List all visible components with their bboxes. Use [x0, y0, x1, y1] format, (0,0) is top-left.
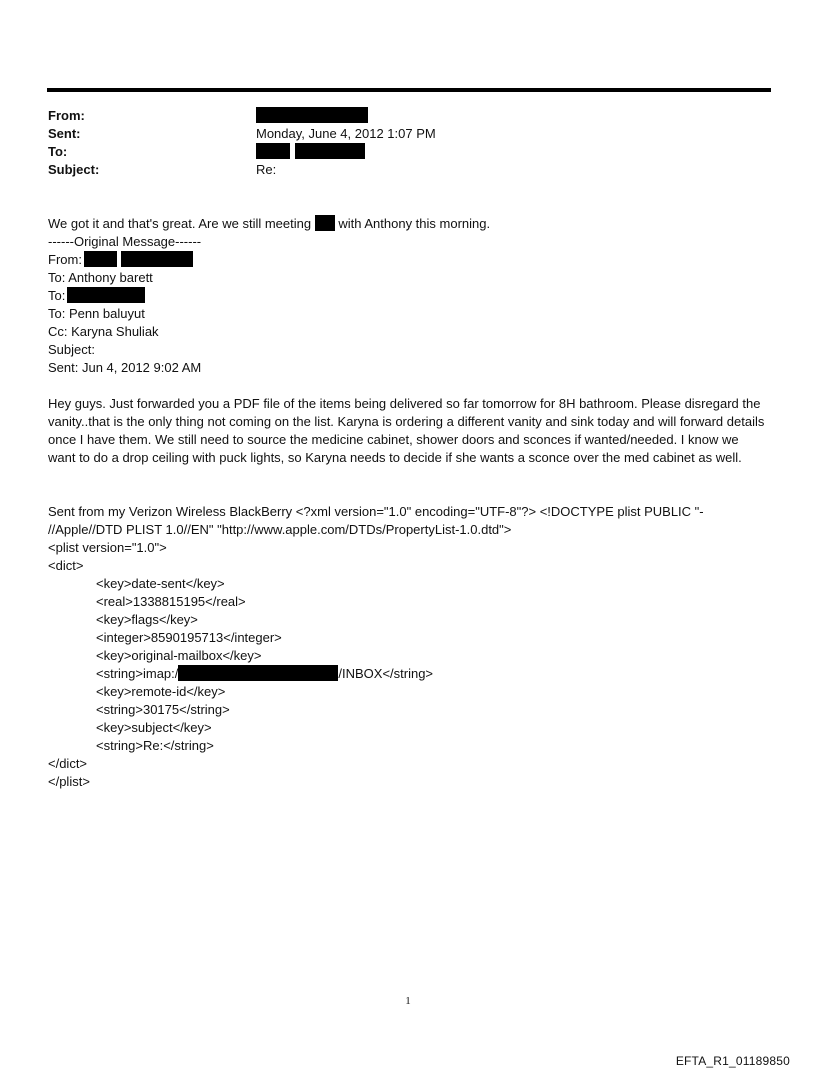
imap-prefix: <string>imap:/ [96, 666, 179, 681]
plist-value-real: <real>1338815195</real> [96, 594, 246, 609]
to-label: To: [48, 144, 68, 159]
plist-value-mailbox [96, 665, 433, 683]
redaction-box [84, 251, 117, 267]
redaction-box [256, 143, 290, 159]
dict-close: </dict> [48, 756, 88, 771]
plist-key-remote-id: <key>remote-id</key> [96, 684, 226, 699]
bates-number: EFTA_R1_01189850 [675, 1054, 790, 1068]
plist-key-mailbox: <key>original-mailbox</key> [96, 648, 262, 663]
message-paragraph: Hey guys. Just forwarded you a PDF file of the items being delivered so far tomorrow for 8H bathroom. Please disregard the vanity..that is the only thing not coming on the list. Karyna is ordering a different vanity and sink today and will forward details once I have them. We still need to source the medicine cabinet, shower doors and sconces if wanted/needed. I know we want to do a drop ceiling with puck lights, so Karyna needs to decide if she wants a sconce over the med cabinet as well. [48, 396, 765, 465]
plist-value-subject: <string>Re:</string> [96, 738, 214, 753]
orig-to-line-1: To: Anthony barett [48, 270, 153, 285]
original-message-marker: ------Original Message------ [48, 234, 202, 249]
signature-line-1: Sent from my Verizon Wireless BlackBerry <?xml version="1.0" encoding="UTF-8"?> <!DOCTYPE plist PUBLIC "- [48, 504, 704, 519]
orig-to-label: To: [48, 288, 66, 303]
plist-value-integer: <integer>8590195713</integer> [96, 630, 282, 645]
redaction-box [315, 215, 335, 231]
orig-from-label: From: [48, 252, 82, 267]
reply-line [48, 215, 490, 233]
plist-value-remote-id: <string>30175</string> [96, 702, 230, 717]
orig-to-line-2 [48, 287, 145, 305]
signature-line-2: //Apple//DTD PLIST 1.0//EN" "http://www.apple.com/DTDs/PropertyList-1.0.dtd"> [48, 522, 512, 537]
redaction-box [67, 287, 145, 303]
reply-text-b: with Anthony this morning. [338, 216, 491, 231]
from-label: From: [48, 108, 85, 123]
redaction-box [178, 665, 338, 681]
orig-subject-line: Subject: [48, 342, 95, 357]
reply-text-a: We got it and that's great. Are we still meeting [48, 216, 312, 231]
from-value [256, 107, 368, 125]
plist-key-flags: <key>flags</key> [96, 612, 198, 627]
sent-value: Monday, June 4, 2012 1:07 PM [256, 126, 436, 141]
plist-open: <plist version="1.0"> [48, 540, 167, 555]
orig-cc-line: Cc: Karyna Shuliak [48, 324, 159, 339]
sent-label: Sent: [48, 126, 81, 141]
inbox-suffix: /INBOX</string> [338, 666, 434, 681]
subject-value: Re: [256, 162, 277, 177]
plist-key-date-sent: <key>date-sent</key> [96, 576, 225, 591]
redaction-box [121, 251, 193, 267]
to-value [256, 143, 365, 161]
redaction-box [295, 143, 365, 159]
header-rule [47, 88, 771, 92]
orig-sent-line: Sent: Jun 4, 2012 9:02 AM [48, 360, 202, 375]
orig-from-line [48, 251, 193, 269]
plist-key-subject: <key>subject</key> [96, 720, 212, 735]
subject-label: Subject: [48, 162, 100, 177]
redaction-box [256, 107, 368, 123]
orig-to-line-3: To: Penn baluyut [48, 306, 145, 321]
plist-close: </plist> [48, 774, 90, 789]
dict-open: <dict> [48, 558, 84, 573]
page-number: 1 [405, 995, 411, 1007]
